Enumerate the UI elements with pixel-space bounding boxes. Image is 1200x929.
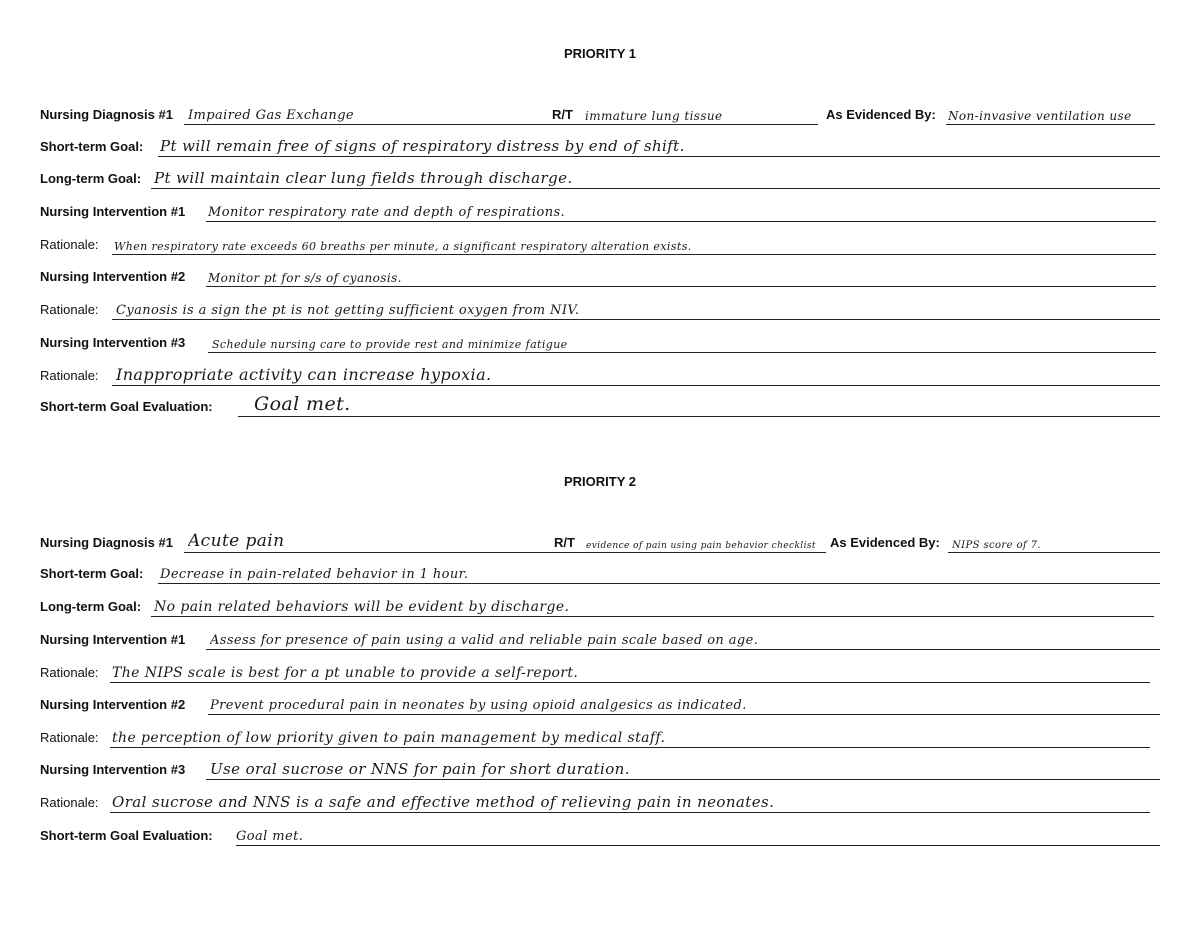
p2-rationale-2-label: Rationale:	[40, 730, 99, 745]
p1-rationale-3-row	[40, 360, 1160, 386]
p1-diagnosis-line	[184, 124, 586, 125]
p2-intervention-2-row	[40, 689, 1160, 715]
priority-2-title: PRIORITY 2	[563, 474, 636, 489]
p2-evaluation-row	[40, 820, 1160, 846]
p2-short-goal-label: Short-term Goal:	[40, 566, 144, 581]
p1-rationale-1-value[interactable]: When respiratory rate exceeds 60 breaths per minute, a significant respiratory alteration exists.	[114, 240, 692, 253]
p2-intervention-2-line	[208, 714, 1160, 715]
p2-rationale-3-label: Rationale:	[40, 795, 99, 810]
p2-long-goal-row	[40, 591, 1154, 617]
p2-diagnosis-line	[184, 552, 588, 553]
p2-rt-line	[582, 552, 826, 553]
p2-rationale-3-line	[110, 812, 1150, 813]
p1-diagnosis-value[interactable]: Impaired Gas Exchange	[188, 108, 355, 123]
p1-intervention-2-label: Nursing Intervention #2	[40, 269, 186, 284]
p1-evidenced-line	[946, 124, 1155, 125]
p1-short-goal-row	[40, 131, 1160, 157]
p2-rationale-2-line	[110, 747, 1150, 748]
p2-evidenced-value[interactable]: NIPS score of 7.	[952, 540, 1041, 551]
p1-diagnosis-row	[40, 99, 1155, 125]
p2-intervention-1-line	[206, 649, 1160, 650]
p1-rationale-1-line	[112, 254, 1156, 255]
p2-evaluation-value[interactable]: Goal met.	[236, 829, 304, 844]
p1-evidenced-value[interactable]: Non-invasive ventilation use	[948, 109, 1132, 123]
p2-intervention-2-label: Nursing Intervention #2	[40, 697, 186, 712]
p1-intervention-2-value[interactable]: Monitor pt for s/s of cyanosis.	[208, 271, 402, 285]
p1-long-goal-line	[151, 188, 1160, 189]
p1-rt-value[interactable]: immature lung tissue	[585, 109, 723, 123]
p1-intervention-1-value[interactable]: Monitor respiratory rate and depth of respirations.	[208, 205, 566, 220]
p2-rt-label: R/T	[554, 535, 575, 550]
p2-intervention-3-label: Nursing Intervention #3	[40, 762, 186, 777]
p2-rationale-3-row	[40, 787, 1150, 813]
p1-short-goal-label: Short-term Goal:	[40, 139, 144, 154]
p2-rationale-1-label: Rationale:	[40, 665, 99, 680]
p2-intervention-3-line	[206, 779, 1160, 780]
p1-intervention-2-line	[206, 286, 1156, 287]
p2-short-goal-row	[40, 558, 1160, 584]
p1-intervention-1-line	[206, 221, 1156, 222]
p2-evaluation-label: Short-term Goal Evaluation:	[40, 828, 213, 843]
p2-rationale-2-row	[40, 722, 1150, 748]
priority-1-title: PRIORITY 1	[563, 46, 636, 61]
p1-evaluation-row	[40, 391, 1160, 417]
p1-intervention-3-line	[208, 352, 1156, 353]
p2-long-goal-line	[151, 616, 1154, 617]
p1-short-goal-line	[158, 156, 1160, 157]
p2-rationale-3-value[interactable]: Oral sucrose and NNS is a safe and effective method of relieving pain in neonates.	[112, 793, 775, 811]
p2-long-goal-label: Long-term Goal:	[40, 599, 142, 614]
p2-rationale-1-row	[40, 657, 1150, 683]
p1-intervention-3-label: Nursing Intervention #3	[40, 335, 186, 350]
p2-short-goal-value[interactable]: Decrease in pain-related behavior in 1 hour.	[160, 567, 469, 582]
p2-rationale-1-value[interactable]: The NIPS scale is best for a pt unable to provide a self-report.	[112, 665, 579, 681]
p1-evaluation-line	[238, 416, 1160, 417]
p2-intervention-1-value[interactable]: Assess for presence of pain using a valid and reliable pain scale based on age.	[210, 633, 759, 648]
p1-intervention-2-row	[40, 261, 1156, 287]
p2-evidenced-line	[948, 552, 1160, 553]
p1-diagnosis-label: Nursing Diagnosis #1	[40, 107, 173, 122]
p2-diagnosis-row	[40, 527, 1160, 553]
p1-evaluation-label: Short-term Goal Evaluation:	[40, 399, 213, 414]
p2-intervention-1-label: Nursing Intervention #1	[40, 632, 186, 647]
p2-rationale-1-line	[110, 682, 1150, 683]
p1-short-goal-value[interactable]: Pt will remain free of signs of respiratory distress by end of shift.	[160, 137, 685, 155]
p2-intervention-2-value[interactable]: Prevent procedural pain in neonates by using opioid analgesics as indicated.	[210, 698, 747, 713]
p1-rationale-1-label: Rationale:	[40, 237, 99, 252]
p1-rationale-2-label: Rationale:	[40, 302, 99, 317]
p2-rt-value[interactable]: evidence of pain using pain behavior checklist	[586, 541, 816, 551]
p2-long-goal-value[interactable]: No pain related behaviors will be evident by discharge.	[154, 599, 570, 615]
p1-intervention-3-value[interactable]: Schedule nursing care to provide rest and minimize fatigue	[212, 338, 568, 351]
p1-evaluation-value[interactable]: Goal met.	[254, 393, 351, 415]
p2-intervention-3-value[interactable]: Use oral sucrose or NNS for pain for short duration.	[210, 760, 630, 778]
p1-rationale-2-line	[112, 319, 1160, 320]
p1-rationale-3-value[interactable]: Inappropriate activity can increase hypoxia.	[116, 365, 492, 384]
p1-intervention-1-label: Nursing Intervention #1	[40, 204, 186, 219]
p2-evidenced-label: As Evidenced By:	[830, 535, 940, 550]
p1-evidenced-label: As Evidenced By:	[826, 107, 936, 122]
p2-diagnosis-label: Nursing Diagnosis #1	[40, 535, 173, 550]
p2-intervention-3-row	[40, 754, 1160, 780]
p1-rationale-3-line	[112, 385, 1160, 386]
p2-rationale-2-value[interactable]: the perception of low priority given to pain management by medical staff.	[112, 730, 666, 746]
p2-diagnosis-value[interactable]: Acute pain	[188, 531, 285, 551]
p1-rationale-3-label: Rationale:	[40, 368, 99, 383]
p1-intervention-1-row	[40, 196, 1156, 222]
p1-long-goal-row	[40, 163, 1160, 189]
p1-rt-label: R/T	[552, 107, 573, 122]
p2-intervention-1-row	[40, 624, 1160, 650]
p2-short-goal-line	[158, 583, 1160, 584]
p1-rt-line	[578, 124, 818, 125]
p1-intervention-3-row	[40, 327, 1156, 353]
p1-long-goal-label: Long-term Goal:	[40, 171, 142, 186]
p2-evaluation-line	[236, 845, 1160, 846]
p1-rationale-2-value[interactable]: Cyanosis is a sign the pt is not getting sufficient oxygen from NIV.	[116, 303, 580, 318]
p1-long-goal-value[interactable]: Pt will maintain clear lung fields through discharge.	[154, 169, 573, 187]
p1-rationale-1-row	[40, 229, 1156, 255]
p1-rationale-2-row	[40, 294, 1160, 320]
